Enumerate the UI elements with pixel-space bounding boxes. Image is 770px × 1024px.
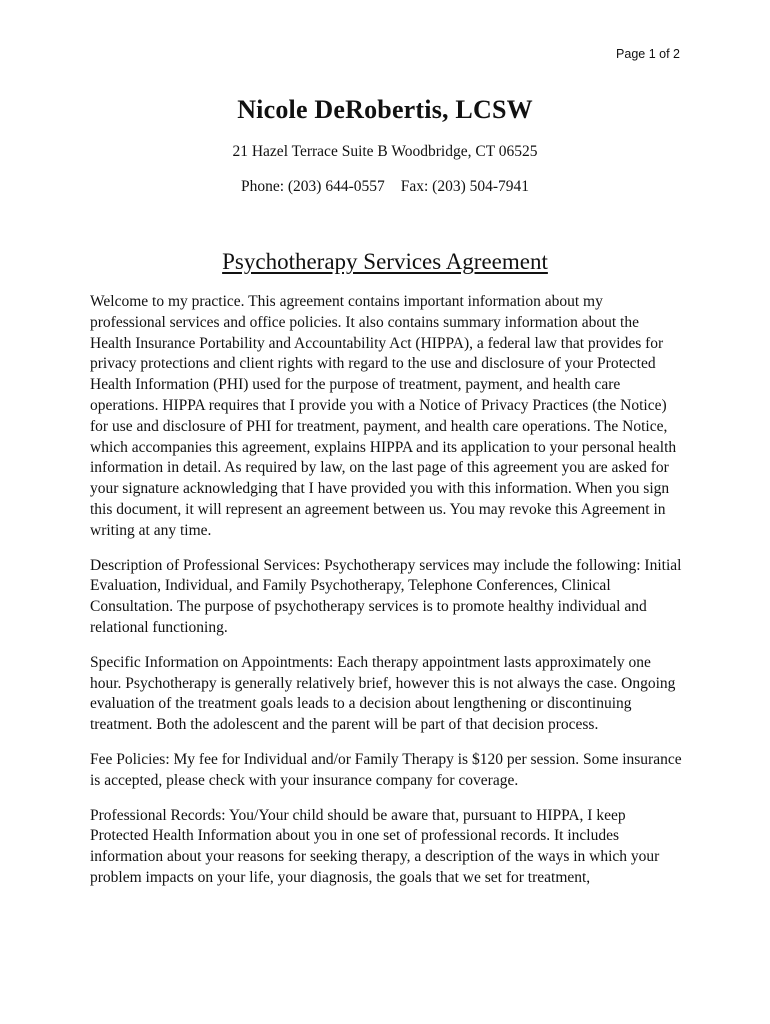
practice-address: 21 Hazel Terrace Suite B Woodbridge, CT 06525 [232, 143, 538, 160]
practitioner-name: Nicole DeRobertis, LCSW [237, 95, 533, 124]
paragraph-fee-policies: Fee Policies: My fee for Individual and/or Family Therapy is $120 per session. Some insurance is accepted, please check with your insurance company for coverage. [90, 750, 682, 789]
letterhead [0, 94, 770, 197]
document-title: Psychotherapy Services Agreement [222, 249, 548, 274]
page-number: Page 1 of 2 [616, 47, 680, 61]
contact-line [0, 177, 770, 197]
paragraph-appointments: Specific Information on Appointments: Each therapy appointment lasts approximately one hour. Psychotherapy is generally relatively brief, however this is not always the case. Ongoing evaluation of the treatment goals leads to a decision about lengthening or discontinuing treatment. Both the adolescent and the parent will be part of that decision process. [90, 653, 676, 734]
fax-number: Fax: (203) 504-7941 [400, 178, 530, 195]
paragraph-professional-services: Description of Professional Services: Psychotherapy services may include the following: Initial Evaluation, Individual, and Family Psychotherapy, Telephone Conferences, Clinical Consultation. The purpose of psychotherapy services is to promote healthy individual and relational functioning. [90, 556, 682, 636]
phone-number: Phone: (203) 644-0557 [240, 178, 385, 195]
agreement-body [90, 292, 682, 903]
paragraph-professional-records: Professional Records: You/Your child should be aware that, pursuant to HIPPA, I keep Protected Health Information about you in one set of professional records. It includes information about your reasons for seeking therapy, a description of the ways in which your problem impacts on your life, your diagnosis, the goals that we set for treatment, [90, 806, 660, 886]
paragraph-welcome: Welcome to my practice. This agreement contains important information about my professional services and office policies. It also contains summary information about the Health Insurance Portability and Accountability Act (HIPPA), a federal law that provides for privacy protections and client rights with regard to the use and disclosure of your Protected Health Information (PHI) used for the purpose of treatment, payment, and health care operations. HIPPA requires that I provide you with a Notice of Privacy Practices (the Notice) for use and disclosure of PHI for treatment, payment, and health care operations. The Notice, which accompanies this agreement, explains HIPPA and its application to your personal health information in detail. As required by law, on the last page of this agreement you are asked for your signature acknowledging that I have provided you with this information. When you sign this document, it will represent an agreement between us. You may revoke this Agreement in writing at any time. [90, 293, 677, 539]
